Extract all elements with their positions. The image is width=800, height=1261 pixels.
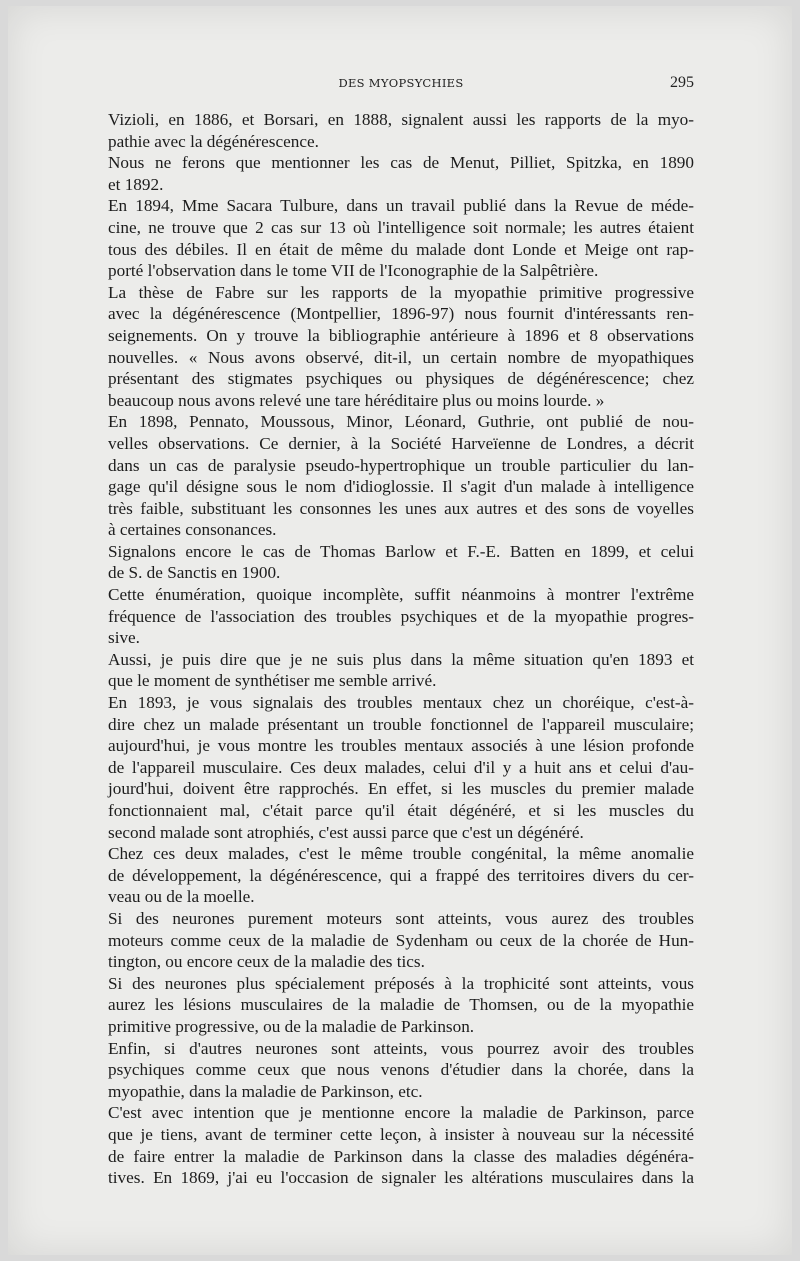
text-line: seignements. On y trouve la bibliographie antérieure à 1896 et 8 observations xyxy=(108,325,694,345)
text-line: sive. xyxy=(108,628,140,648)
text-line: présentant des stigmates psychiques ou physiques de dégénérescence; chez xyxy=(108,369,694,389)
text-line: Nous ne ferons que mentionner les cas de Menut, Pilliet, Spitzka, en 1890 xyxy=(108,153,694,173)
text-line: de faire entrer la maladie de Parkinson dans la classe des maladies dégénéra- xyxy=(108,1146,694,1166)
text-line: porté l'observation dans le tome VII de l'Iconographie de la Salpêtrière. xyxy=(108,261,599,281)
text-line: Vizioli, en 1886, et Borsari, en 1888, signalent aussi les rapports de la myo- xyxy=(108,110,694,129)
text-line: très faible, substituant les consonnes les unes aux autres et des sons de voyelles xyxy=(108,498,694,518)
text-line: psychiques comme ceux que nous venons d'étudier dans la chorée, dans la xyxy=(108,1060,694,1080)
text-line: veau ou de la moelle. xyxy=(108,887,255,907)
text-line: à certaines consonances. xyxy=(108,520,277,540)
text-line: beaucoup nous avons relevé une tare héréditaire plus ou moins lourde. » xyxy=(108,390,605,410)
text-line: de l'appareil musculaire. Ces deux malades, celui d'il y a huit ans et celui d'au- xyxy=(108,757,694,777)
text-line: moteurs comme ceux de la maladie de Sydenham ou ceux de la chorée de Hun- xyxy=(108,930,694,950)
text-line: Aussi, je puis dire que je ne suis plus dans la même situation qu'en 1893 et xyxy=(108,649,694,669)
text-line: nouvelles. « Nous avons observé, dit-il, un certain nombre de myopathiques xyxy=(108,347,694,367)
text-line: dans un cas de paralysie pseudo-hypertrophique un trouble particulier du lan- xyxy=(108,455,694,475)
text-line: velles observations. Ce dernier, à la Société Harveïenne de Londres, a décrit xyxy=(108,433,694,453)
text-line: fréquence de l'association des troubles psychiques et de la myopathie progres- xyxy=(108,606,694,626)
text-line: et 1892. xyxy=(108,174,164,194)
text-line: Si des neurones purement moteurs sont atteints, vous aurez des troubles xyxy=(108,908,694,928)
text-line: cine, ne trouve que 2 cas sur 13 où l'intelligence soit normale; les autres étaient xyxy=(108,217,694,237)
text-line: Enfin, si d'autres neurones sont atteints, vous pourrez avoir des troubles xyxy=(108,1038,694,1058)
text-line: tives. En 1869, j'ai eu l'occasion de signaler les altérations musculaires dans la xyxy=(108,1168,694,1188)
text-line: que le moment de synthétiser me semble arrivé. xyxy=(108,671,437,691)
text-line: primitive progressive, ou de la maladie de Parkinson. xyxy=(108,1016,475,1036)
text-line: aujourd'hui, je vous montre les troubles mentaux associés à une lésion profonde xyxy=(108,736,694,756)
text-line: que je tiens, avant de terminer cette leçon, à insister à nouveau sur la nécessité xyxy=(108,1124,694,1144)
text-line: de S. de Sanctis en 1900. xyxy=(108,563,281,583)
text-line: Signalons encore le cas de Thomas Barlow et F.-E. Batten en 1899, et celui xyxy=(108,541,694,561)
body-text xyxy=(108,109,694,1189)
text-line: de développement, la dégénérescence, qui a frappé des territoires divers du cer- xyxy=(108,865,694,885)
text-line: tington, ou encore ceux de la maladie des tics. xyxy=(108,952,425,972)
text-line: avec la dégénérescence (Montpellier, 1896-97) nous fournit d'intéressants ren- xyxy=(108,304,694,324)
text-line: fonctionnaient mal, c'était parce qu'il était dégénéré, et si les muscles du xyxy=(108,801,694,820)
text-line: Chez ces deux malades, c'est le même trouble congénital, la même anomalie xyxy=(108,844,694,864)
text-line: tous des débiles. Il en était de même du malade dont Londe et Meige ont rap- xyxy=(108,239,694,259)
text-line: En 1893, je vous signalais des troubles mentaux chez un choréique, c'est-à- xyxy=(108,693,694,713)
running-title: DES MYOPSYCHIES xyxy=(338,76,464,90)
text-line: dire chez un malade présentant un trouble fonctionnel de l'appareil musculaire; xyxy=(108,714,694,734)
text-line: Cette énumération, quoique incomplète, suffit néanmoins à montrer l'extrême xyxy=(108,585,694,605)
text-line: gage qu'il désigne sous le nom d'idioglossie. Il s'agit d'un malade à intelligence xyxy=(108,477,694,497)
text-line: jourd'hui, doivent être rapprochés. En effet, si les muscles du premier malade xyxy=(108,779,694,799)
text-line: aurez les lésions musculaires de la maladie de Thomsen, ou de la myopathie xyxy=(108,995,694,1015)
running-head xyxy=(108,74,694,96)
text-line: La thèse de Fabre sur les rapports de la myopathie primitive progressive xyxy=(108,282,694,302)
page-number: 295 xyxy=(670,74,694,91)
text-line: myopathie, dans la maladie de Parkinson, etc. xyxy=(108,1081,423,1101)
text-line: Si des neurones plus spécialement préposés à la trophicité sont atteints, vous xyxy=(108,973,694,993)
text-line: second malade sont atrophiés, c'est aussi parce que c'est un dégénéré. xyxy=(108,822,584,842)
text-line: pathie avec la dégénérescence. xyxy=(108,131,319,151)
text-line: En 1894, Mme Sacara Tulbure, dans un travail publié dans la Revue de méde- xyxy=(108,196,694,216)
text-line: C'est avec intention que je mentionne encore la maladie de Parkinson, parce xyxy=(108,1103,694,1123)
text-line: En 1898, Pennato, Moussous, Minor, Léonard, Guthrie, ont publié de nou- xyxy=(108,412,694,432)
